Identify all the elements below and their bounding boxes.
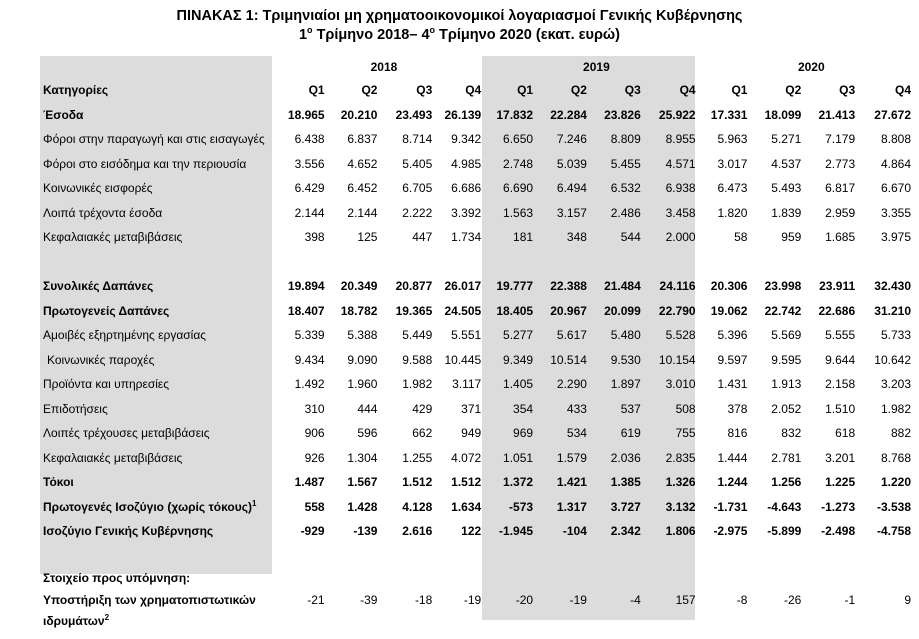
table-cell: 125 (357, 230, 378, 245)
table-cell: 926 (304, 450, 325, 465)
table-cell: 2.781 (771, 450, 802, 465)
table-cell: 9.530 (610, 352, 641, 367)
table-cell: 27.672 (874, 107, 911, 122)
table-row-taxes-income (40, 152, 919, 177)
table-cell: 58 (734, 230, 748, 245)
table-cell: 4.537 (771, 156, 802, 171)
memo-cell: -26 (783, 593, 802, 607)
table-cell: 24.116 (659, 279, 696, 294)
table-cell: 558 (304, 499, 325, 514)
table-cell: 2.959 (825, 205, 856, 220)
quarter-header: Q2 (785, 83, 802, 98)
table-cell: 348 (566, 230, 587, 245)
memo-cell: 157 (675, 593, 696, 607)
table-cell: 1.326 (665, 475, 696, 490)
table-cell: 6.532 (610, 181, 641, 196)
table-cell: 20.349 (340, 279, 378, 294)
table-cell: 5.339 (294, 328, 325, 343)
table-cell: -2.975 (713, 524, 748, 539)
table-cell: -929 (300, 524, 325, 539)
table-cell: 4.571 (665, 156, 696, 171)
table-cell: 8.768 (880, 450, 911, 465)
table-cell: 8.809 (610, 132, 641, 147)
table-cell: 6.473 (717, 181, 748, 196)
table-cell: 816 (727, 426, 748, 441)
table-cell: 22.790 (658, 303, 696, 318)
row-label: Τόκοι (43, 475, 74, 490)
year-header-row (40, 56, 919, 78)
table-cell: 1.220 (880, 475, 911, 490)
row-label: Κοινωνικές παροχές (47, 352, 155, 367)
table-cell: 429 (412, 401, 433, 416)
table-cell: 6.817 (825, 181, 856, 196)
title-line-1: ΠΙΝΑΚΑΣ 1: Τριμηνιαίοι μη χρηματοοικονομικοί λογαριασμοί Γενικής Κυβέρνησης (176, 8, 743, 24)
table-cell: 19.894 (287, 279, 325, 294)
table-cell: 906 (304, 426, 325, 441)
table-cell: 23.998 (764, 279, 802, 294)
quarter-header: Q1 (308, 83, 325, 98)
table-cell: 4.072 (451, 450, 482, 465)
table-cell: 22.742 (764, 303, 802, 318)
table-row-interest (40, 470, 919, 495)
table-cell: 9.434 (294, 352, 325, 367)
memo-cell: -18 (414, 593, 433, 607)
table-cell: 26.017 (444, 279, 482, 294)
memo-label-row (40, 566, 919, 591)
table-cell: 508 (675, 401, 696, 416)
table-cell: 23.826 (604, 107, 641, 122)
year-2020: 2020 (797, 60, 825, 74)
table-cell: 9.597 (717, 352, 748, 367)
table-cell: 3.975 (880, 230, 911, 245)
memo-label: Στοιχείο προς υπόμνηση: (43, 570, 191, 585)
table-cell: 19.062 (710, 303, 748, 318)
title-line-2: $1^o$ Τρίμηνο 2018– $4^o$ Τρίμηνο 2020 (εκατ. ευρώ) (298, 25, 621, 43)
row-label: Φόροι στην παραγωγή και στις εισαγωγές (43, 132, 265, 147)
memo-cell: -19 (569, 593, 587, 607)
table-cell: 534 (566, 426, 587, 441)
table-row-revenue (40, 103, 919, 128)
table-cell: 17.832 (496, 107, 534, 122)
table-cell: 1.512 (451, 475, 482, 490)
table-cell: 3.157 (556, 205, 587, 220)
table-cell: 2.773 (825, 156, 856, 171)
table-row-social-benefits (40, 348, 919, 373)
table-row-general-government-balance (40, 519, 919, 544)
table-cell: 1.913 (771, 377, 802, 392)
row-label: Κοινωνικές εισφορές (43, 181, 153, 196)
table-row-goods-services (40, 372, 919, 397)
table-cell: 1.421 (556, 475, 587, 490)
table-cell: 6.452 (347, 181, 378, 196)
row-label: Πρωτογενείς Δαπάνες (43, 303, 170, 318)
table-cell: 18.782 (340, 303, 378, 318)
table-cell: 21.413 (818, 107, 856, 122)
row-label: Κεφαλαιακές μεταβιβάσεις (43, 230, 183, 245)
table-cell: 537 (620, 401, 641, 416)
table-cell: 3.458 (665, 205, 696, 220)
table-cell: 544 (620, 230, 641, 245)
table-cell: 1.839 (771, 205, 802, 220)
memo-cell: -20 (515, 593, 534, 607)
table-cell: 6.650 (503, 132, 534, 147)
quarter-header: Q1 (731, 83, 748, 98)
table-cell: 1.431 (717, 377, 748, 392)
table-cell: 5.388 (347, 328, 378, 343)
table-cell: 1.487 (294, 475, 325, 490)
table-cell: 4.652 (347, 156, 378, 171)
table-cell: 969 (513, 426, 534, 441)
row-label: Φόροι στο εισόδημα και την περιουσία (43, 156, 247, 171)
table-cell: -1.273 (821, 499, 856, 514)
table-cell: 18.099 (764, 107, 802, 122)
memo-cell: -1 (844, 593, 856, 607)
table-cell: 9.644 (825, 352, 856, 367)
year-2018: 2018 (370, 60, 398, 74)
table-cell: 4.128 (402, 499, 433, 514)
table-cell: 2.158 (825, 377, 856, 392)
table-cell: 1.256 (771, 475, 802, 490)
table-cell: 2.036 (610, 450, 641, 465)
table-cell: 31.210 (874, 303, 911, 318)
table-row-compensation-employees (40, 323, 919, 348)
memo-cell: -19 (463, 593, 482, 607)
table-cell: 22.686 (818, 303, 856, 318)
table-cell: 2.052 (771, 401, 802, 416)
table-cell: 5.039 (556, 156, 587, 171)
table-cell: 8.714 (402, 132, 433, 147)
table-cell: 23.493 (395, 107, 433, 122)
table-cell: 3.010 (665, 377, 696, 392)
table-cell: 882 (890, 426, 911, 441)
table-cell: 1.734 (451, 230, 482, 245)
table-cell: 1.567 (347, 475, 378, 490)
table-cell: 378 (727, 401, 748, 416)
table-cell: 959 (781, 230, 802, 245)
table-cell: 1.579 (556, 450, 587, 465)
row-label: Έσοδα (43, 107, 84, 122)
table-cell: 7.246 (556, 132, 587, 147)
table-cell: -104 (562, 524, 587, 539)
quarter-header: Q4 (679, 83, 696, 98)
table-cell: 6.670 (880, 181, 911, 196)
table-cell: 2.342 (610, 524, 641, 539)
table-cell: 1.492 (294, 377, 325, 392)
table-cell: -3.538 (876, 499, 911, 514)
table-cell: -5.899 (767, 524, 802, 539)
table-cell: 398 (304, 230, 325, 245)
table-cell: 5.271 (771, 132, 802, 147)
table-cell: -1.945 (499, 524, 534, 539)
table-cell: 755 (675, 426, 696, 441)
table-cell: 20.306 (710, 279, 748, 294)
table-row-taxes-production (40, 127, 919, 152)
table-cell: 1.051 (503, 450, 534, 465)
table-cell: 10.642 (874, 352, 911, 367)
table-cell: 18.405 (496, 303, 534, 318)
table-cell: 5.963 (717, 132, 748, 147)
table-cell: 1.960 (347, 377, 378, 392)
table-cell: 1.634 (451, 499, 482, 514)
table-cell: 2.222 (402, 205, 433, 220)
table-title (0, 7, 919, 45)
table-cell: 3.727 (610, 499, 641, 514)
row-label: Αμοιβές εξηρτημένης εργασίας (43, 328, 207, 343)
table-cell: 5.277 (503, 328, 534, 343)
table-cell: -573 (509, 499, 534, 514)
table-cell: 2.290 (556, 377, 587, 392)
table-cell: 3.017 (717, 156, 748, 171)
table-cell: 6.938 (665, 181, 696, 196)
table-cell: 2.486 (610, 205, 641, 220)
table-cell: 3.132 (665, 499, 696, 514)
table-cell: 8.808 (880, 132, 911, 147)
table-row-primary-expenditure (40, 299, 919, 324)
table-cell: 26.139 (444, 107, 482, 122)
table-cell: 20.099 (604, 303, 641, 318)
table-cell: 3.355 (880, 205, 911, 220)
table-cell: 19.365 (395, 303, 433, 318)
table-cell: -1.731 (713, 499, 748, 514)
table-cell: 22.388 (550, 279, 587, 294)
table-cell: 1.685 (825, 230, 856, 245)
table-cell: 310 (304, 401, 325, 416)
table-cell: 1.510 (825, 401, 856, 416)
table-cell: 3.392 (451, 205, 482, 220)
table-cell: 7.179 (825, 132, 856, 147)
table-cell: 596 (357, 426, 378, 441)
table-cell: 5.555 (825, 328, 856, 343)
table-cell: 832 (781, 426, 802, 441)
quarter-header: Q2 (361, 83, 378, 98)
table-cell: 1.982 (402, 377, 433, 392)
categories-header: Κατηγορίες (43, 83, 109, 98)
table-cell: 8.955 (665, 132, 696, 147)
table-cell: 5.396 (717, 328, 748, 343)
table-cell: 2.144 (294, 205, 325, 220)
table-cell: 6.494 (556, 181, 587, 196)
table-cell: 6.686 (451, 181, 482, 196)
table-row-capital-transfers-revenue (40, 225, 919, 250)
table-cell: -4.758 (876, 524, 911, 539)
table-cell: 181 (513, 230, 534, 245)
table-cell: 3.117 (452, 377, 482, 392)
table-cell: 122 (461, 524, 482, 539)
table-cell: 9.595 (771, 352, 802, 367)
table-cell: 1.405 (503, 377, 534, 392)
table-cell: 662 (412, 426, 433, 441)
memo-cell: -8 (736, 593, 748, 607)
table-cell: 20.877 (395, 279, 433, 294)
table-row-subsidies (40, 397, 919, 422)
table-cell: 1.225 (825, 475, 856, 490)
row-label: Πρωτογενές Ισοζύγιο (χωρίς τόκους)$^1$ (43, 499, 257, 515)
table-cell: -139 (353, 524, 378, 539)
table-cell: 1.304 (347, 450, 378, 465)
table-cell: 20.210 (340, 107, 378, 122)
table-cell: 5.455 (610, 156, 641, 171)
table-cell: 23.911 (819, 279, 856, 294)
table-cell: 10.154 (658, 352, 696, 367)
table-cell: 6.690 (503, 181, 534, 196)
quarter-header: Q1 (517, 83, 534, 98)
table-cell: 371 (461, 401, 482, 416)
row-label: Ισοζύγιο Γενικής Κυβέρνησης (43, 524, 214, 539)
table-cell: 949 (461, 426, 482, 441)
table-cell: 5.733 (880, 328, 911, 343)
memo-cell: -39 (360, 593, 378, 607)
memo-row-label: Υποστήριξη των χρηματοπιστωτικών ιδρυμάτων$^2$ (43, 593, 256, 628)
table-cell: 618 (835, 426, 856, 441)
table-cell: 10.445 (444, 352, 482, 367)
table-cell: 22.284 (550, 107, 587, 122)
table-cell: 619 (620, 426, 641, 441)
table-cell: 1.982 (880, 401, 911, 416)
table-row-social-contributions (40, 176, 919, 201)
table-cell: 1.428 (347, 499, 378, 514)
table-cell: 20.967 (550, 303, 587, 318)
table-cell: 5.480 (610, 328, 641, 343)
table-cell: 1.444 (717, 450, 748, 465)
table-cell: 9.349 (503, 352, 534, 367)
quarter-header: Q3 (839, 83, 856, 98)
memo-row (40, 590, 919, 630)
table-cell: 6.429 (294, 181, 325, 196)
spacer-row (40, 250, 919, 275)
table-cell: 4.864 (880, 156, 911, 171)
table-cell: 2.835 (665, 450, 696, 465)
table-cell: -2.498 (821, 524, 856, 539)
table-cell: 3.201 (825, 450, 856, 465)
table-cell: 6.705 (402, 181, 433, 196)
table-cell: 5.449 (402, 328, 433, 343)
quarter-header: Q3 (624, 83, 641, 98)
table-cell: 21.484 (604, 279, 641, 294)
row-label: Κεφαλαιακές μεταβιβάσεις (43, 450, 183, 465)
row-label: Επιδοτήσεις (43, 401, 108, 416)
table-cell: 9.090 (347, 352, 378, 367)
table-cell: 1.385 (610, 475, 641, 490)
table-cell: 444 (357, 401, 378, 416)
table-row-primary-balance (40, 495, 919, 520)
accounts-table (40, 56, 919, 630)
table-cell: 18.965 (287, 107, 325, 122)
table-cell: 25.922 (658, 107, 696, 122)
table-cell: 1.897 (610, 377, 641, 392)
table-cell: 2.748 (503, 156, 534, 171)
table-cell: 2.144 (347, 205, 378, 220)
table-cell: 2.000 (665, 230, 696, 245)
quarter-header: Q4 (465, 83, 482, 98)
table-cell: 447 (412, 230, 433, 245)
row-label: Λοιπές τρέχουσες μεταβιβάσεις (43, 426, 210, 441)
table-row-other-current-revenue (40, 201, 919, 226)
table-cell: 1.563 (503, 205, 534, 220)
memo-cell: -4 (630, 593, 641, 607)
row-label: Λοιπά τρέχοντα έσοδα (43, 205, 163, 220)
memo-cell: -21 (307, 593, 325, 607)
table-row-other-current-transfers (40, 421, 919, 446)
row-label: Συνολικές Δαπάνες (43, 279, 154, 294)
table-cell: 6.438 (294, 132, 325, 147)
table-cell: 1.372 (503, 475, 534, 490)
table-cell: 3.203 (880, 377, 911, 392)
table-row-capital-transfers-expenditure (40, 446, 919, 471)
table-cell: 10.514 (550, 352, 587, 367)
memo-cell: 9 (904, 593, 911, 607)
table-cell: 2.616 (402, 524, 433, 539)
quarter-header: Q3 (416, 83, 433, 98)
table-cell: -4.643 (767, 499, 802, 514)
table-cell: 18.407 (287, 303, 325, 318)
table-cell: 1.317 (556, 499, 587, 514)
table-cell: 32.430 (874, 279, 911, 294)
row-label: Προϊόντα και υπηρεσίες (43, 377, 170, 392)
table-cell: 5.493 (771, 181, 802, 196)
quarter-header-row (40, 78, 919, 103)
table-row-total-expenditure (40, 274, 919, 299)
table-cell: 1.820 (717, 205, 748, 220)
table-cell: 5.528 (665, 328, 696, 343)
table-cell: 19.777 (496, 279, 534, 294)
table-cell: 1.512 (402, 475, 433, 490)
quarter-header: Q4 (894, 83, 911, 98)
year-2019: 2019 (583, 60, 610, 74)
table-cell: 3.556 (294, 156, 325, 171)
table-cell: 5.569 (771, 328, 802, 343)
table-cell: 6.837 (347, 132, 378, 147)
table-cell: 5.551 (451, 328, 482, 343)
table-cell: 17.331 (710, 107, 748, 122)
table-cell: 24.505 (444, 303, 482, 318)
table-cell: 1.244 (717, 475, 748, 490)
table-cell: 4.985 (451, 156, 482, 171)
table-cell: 9.342 (451, 132, 482, 147)
table-cell: 354 (513, 401, 534, 416)
table-cell: 433 (566, 401, 587, 416)
table-cell: 9.588 (402, 352, 433, 367)
table-cell: 1.806 (665, 524, 696, 539)
table-cell: 5.617 (556, 328, 587, 343)
quarter-header: Q2 (570, 83, 587, 98)
table-cell: 1.255 (402, 450, 433, 465)
table-cell: 5.405 (402, 156, 433, 171)
